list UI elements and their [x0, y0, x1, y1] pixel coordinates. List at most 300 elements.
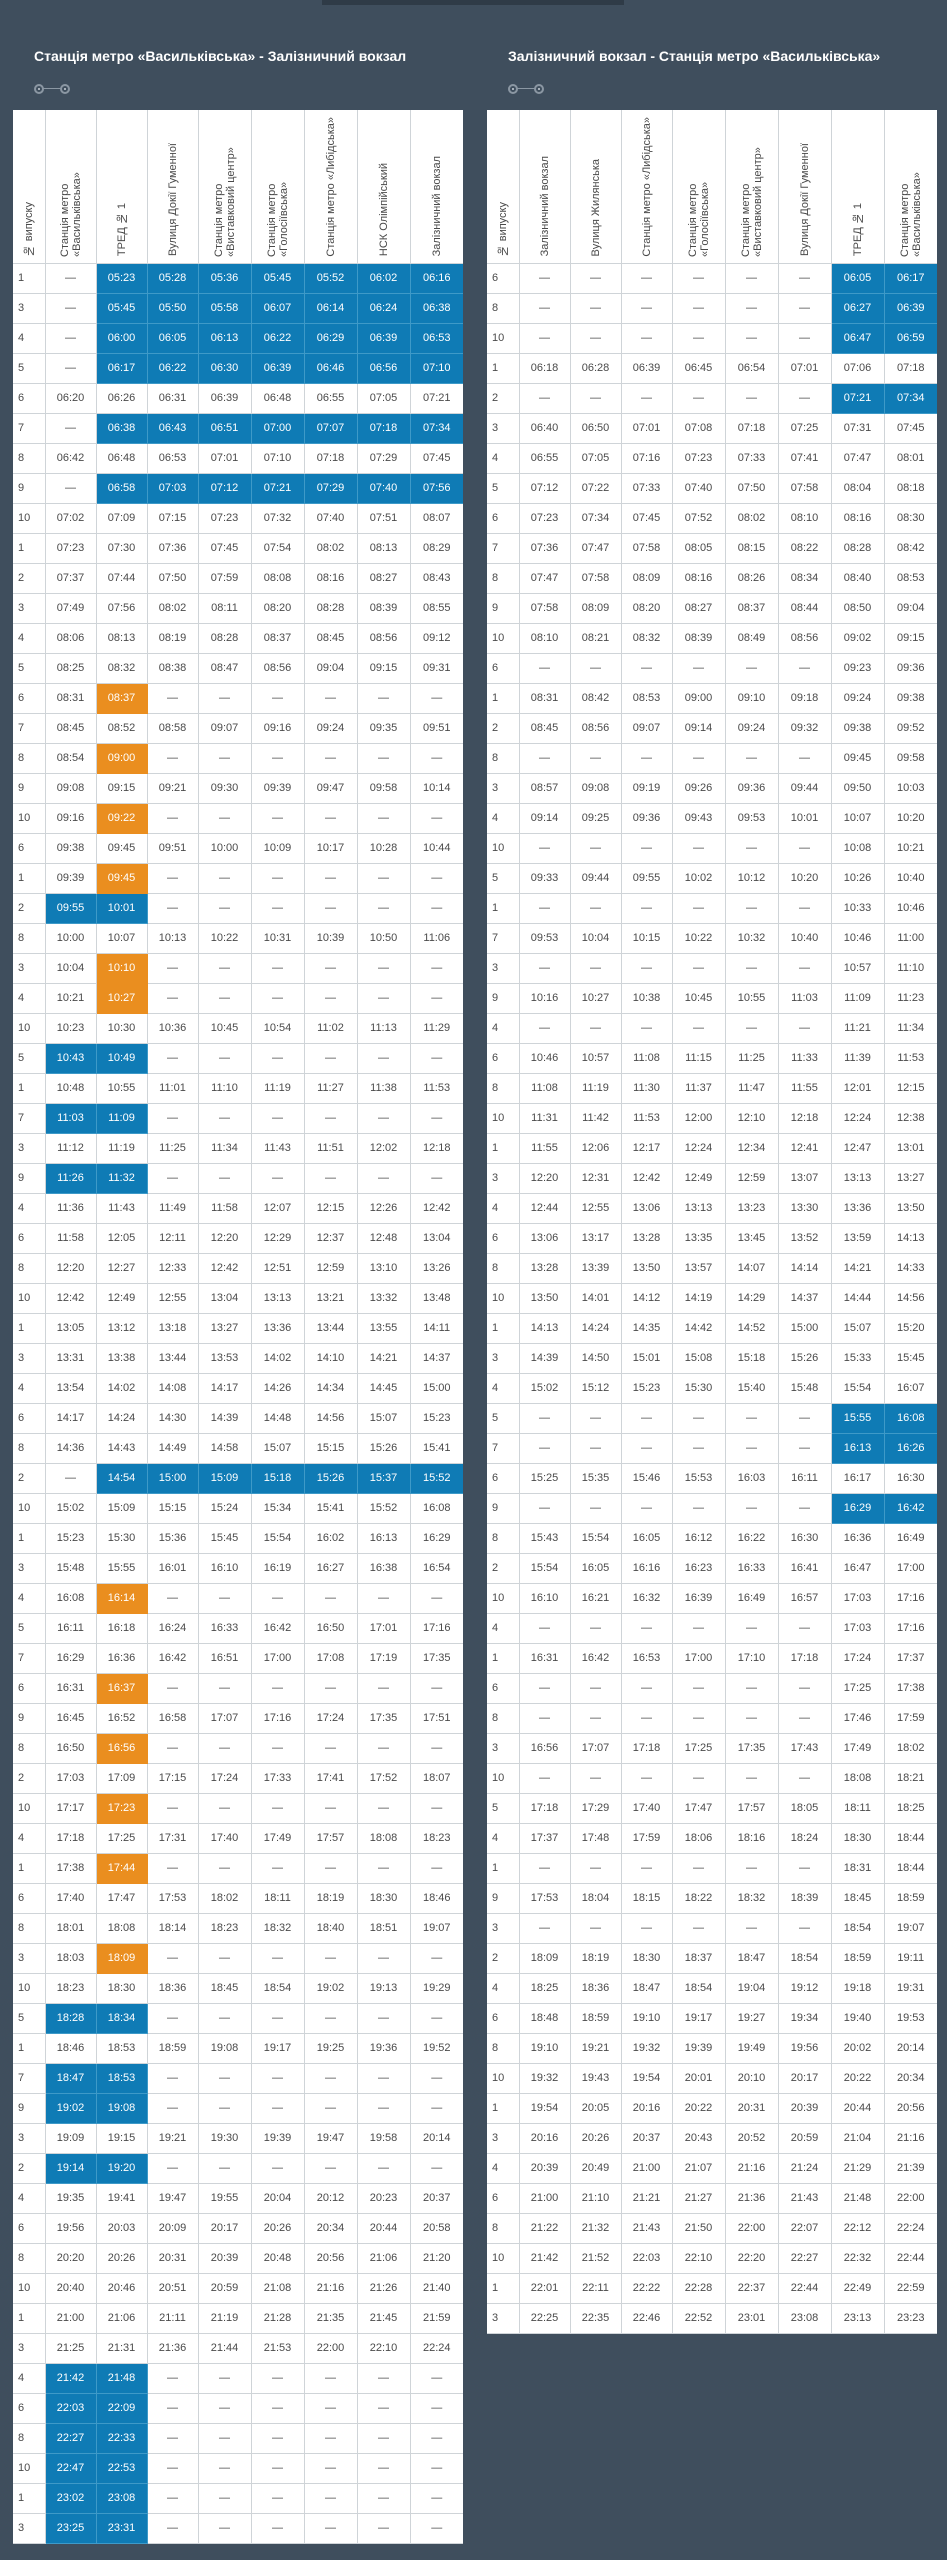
time-cell: 06:13: [198, 323, 251, 353]
time-cell: 06:38: [410, 293, 463, 323]
time-cell: —: [198, 1853, 251, 1883]
time-cell: 19:29: [410, 1973, 463, 2003]
time-cell: 22:11: [570, 2273, 621, 2303]
time-cell: —: [672, 1403, 725, 1433]
time-cell: 17:40: [45, 1883, 96, 1913]
run-number-cell: 3: [487, 1163, 519, 1193]
time-cell: 12:15: [884, 1073, 937, 1103]
time-cell: 18:47: [45, 2063, 96, 2093]
run-number-cell: 3: [487, 1913, 519, 1943]
time-cell: 16:52: [96, 1703, 147, 1733]
time-cell: 11:53: [621, 1103, 672, 1133]
time-cell: 10:38: [621, 983, 672, 1013]
time-cell: 12:01: [831, 1073, 884, 1103]
time-cell: 14:56: [304, 1403, 357, 1433]
time-cell: —: [672, 953, 725, 983]
time-cell: 15:23: [621, 1373, 672, 1403]
time-cell: 19:36: [357, 2033, 410, 2063]
time-cell: 07:58: [778, 473, 831, 503]
time-cell: 15:54: [570, 1523, 621, 1553]
time-cell: 16:10: [519, 1583, 570, 1613]
time-cell: —: [410, 2003, 463, 2033]
time-cell: —: [147, 2363, 198, 2393]
time-cell: 08:16: [831, 503, 884, 533]
time-cell: 11:55: [778, 1073, 831, 1103]
time-cell: 18:46: [45, 2033, 96, 2063]
time-cell: 07:01: [198, 443, 251, 473]
time-cell: —: [357, 953, 410, 983]
run-number-cell: 6: [487, 1223, 519, 1253]
time-cell: —: [570, 1763, 621, 1793]
run-number-cell: 8: [487, 293, 519, 323]
time-cell: 09:45: [96, 863, 147, 893]
time-cell: 22:25: [519, 2303, 570, 2333]
time-cell: —: [519, 1613, 570, 1643]
table-row: [13, 1073, 463, 1103]
time-cell: 16:18: [96, 1613, 147, 1643]
table-row: [487, 1313, 937, 1343]
time-cell: —: [725, 893, 778, 923]
time-cell: 22:00: [304, 2333, 357, 2363]
time-cell: 08:40: [831, 563, 884, 593]
time-cell: —: [198, 803, 251, 833]
time-cell: —: [304, 953, 357, 983]
time-cell: 18:02: [198, 1883, 251, 1913]
time-cell: —: [725, 1913, 778, 1943]
run-number-cell: 10: [487, 833, 519, 863]
time-cell: —: [357, 1793, 410, 1823]
time-cell: 06:39: [357, 323, 410, 353]
run-number-cell: 9: [13, 773, 45, 803]
time-cell: 23:02: [45, 2483, 96, 2513]
time-cell: 10:00: [198, 833, 251, 863]
time-cell: 19:10: [621, 2003, 672, 2033]
time-cell: 08:52: [96, 713, 147, 743]
time-cell: —: [725, 743, 778, 773]
time-cell: 15:15: [304, 1433, 357, 1463]
time-cell: —: [621, 893, 672, 923]
time-cell: 19:20: [96, 2153, 147, 2183]
time-cell: 17:57: [304, 1823, 357, 1853]
time-cell: 21:00: [519, 2183, 570, 2213]
time-cell: 14:56: [884, 1283, 937, 1313]
column-header: [357, 110, 410, 263]
time-cell: 16:37: [96, 1673, 147, 1703]
time-cell: 19:14: [45, 2153, 96, 2183]
time-cell: 05:36: [198, 263, 251, 293]
time-cell: 16:13: [831, 1433, 884, 1463]
time-cell: 20:10: [725, 2063, 778, 2093]
time-cell: 10:21: [884, 833, 937, 863]
time-cell: 07:34: [410, 413, 463, 443]
time-cell: 17:59: [884, 1703, 937, 1733]
time-cell: 06:38: [96, 413, 147, 443]
time-cell: 11:53: [410, 1073, 463, 1103]
time-cell: 14:08: [147, 1373, 198, 1403]
time-cell: 22:27: [778, 2243, 831, 2273]
time-cell: 06:39: [884, 293, 937, 323]
time-cell: —: [778, 1853, 831, 1883]
time-cell: 14:01: [570, 1283, 621, 1313]
scroll-slider[interactable]: [34, 83, 70, 95]
table-row: [487, 1403, 937, 1433]
table-row: [13, 623, 463, 653]
time-cell: —: [147, 983, 198, 1013]
time-cell: 17:25: [672, 1733, 725, 1763]
time-cell: 15:18: [725, 1343, 778, 1373]
time-cell: 09:30: [198, 773, 251, 803]
time-cell: 10:01: [96, 893, 147, 923]
time-cell: 08:28: [831, 533, 884, 563]
run-number-cell: 7: [13, 713, 45, 743]
run-number-cell: 8: [13, 2243, 45, 2273]
time-cell: —: [147, 953, 198, 983]
time-cell: 18:19: [304, 1883, 357, 1913]
time-cell: —: [725, 653, 778, 683]
time-cell: 06:39: [621, 353, 672, 383]
column-header-label: Станція метро «Васильківська»: [898, 171, 923, 257]
time-cell: 06:56: [357, 353, 410, 383]
time-cell: 11:32: [96, 1163, 147, 1193]
time-cell: —: [672, 893, 725, 923]
time-cell: 06:51: [198, 413, 251, 443]
time-cell: 12:34: [725, 1133, 778, 1163]
run-number-cell: 6: [13, 833, 45, 863]
time-cell: —: [198, 893, 251, 923]
time-cell: 18:02: [884, 1733, 937, 1763]
run-number-cell: 6: [13, 1223, 45, 1253]
time-cell: 10:20: [778, 863, 831, 893]
table-row: [487, 2213, 937, 2243]
time-cell: 21:43: [621, 2213, 672, 2243]
time-cell: 07:23: [672, 443, 725, 473]
time-cell: 17:35: [357, 1703, 410, 1733]
time-cell: —: [304, 983, 357, 1013]
time-cell: 11:25: [147, 1133, 198, 1163]
time-cell: 17:15: [147, 1763, 198, 1793]
table-row: [13, 683, 463, 713]
time-cell: 13:31: [45, 1343, 96, 1373]
scroll-slider[interactable]: [508, 83, 544, 95]
time-cell: 11:55: [519, 1133, 570, 1163]
time-cell: —: [410, 2063, 463, 2093]
time-cell: 22:46: [621, 2303, 672, 2333]
time-cell: —: [410, 1163, 463, 1193]
time-cell: 12:00: [672, 1103, 725, 1133]
time-cell: 09:44: [570, 863, 621, 893]
time-cell: 08:02: [725, 503, 778, 533]
time-cell: 08:32: [96, 653, 147, 683]
time-cell: 08:42: [570, 683, 621, 713]
time-cell: —: [357, 803, 410, 833]
time-cell: 09:16: [251, 713, 304, 743]
time-cell: 19:54: [621, 2063, 672, 2093]
column-header: [251, 110, 304, 263]
time-cell: —: [778, 653, 831, 683]
time-cell: —: [570, 1403, 621, 1433]
time-cell: —: [357, 2153, 410, 2183]
time-cell: 17:40: [198, 1823, 251, 1853]
time-cell: 08:58: [147, 713, 198, 743]
time-cell: 09:55: [45, 893, 96, 923]
time-cell: 18:05: [778, 1793, 831, 1823]
time-cell: 19:30: [198, 2123, 251, 2153]
time-cell: 22:32: [831, 2243, 884, 2273]
time-cell: 13:07: [778, 1163, 831, 1193]
run-number-cell: 8: [487, 1253, 519, 1283]
table-row: [487, 1823, 937, 1853]
time-cell: 17:00: [884, 1553, 937, 1583]
time-cell: —: [725, 263, 778, 293]
time-cell: 15:07: [357, 1403, 410, 1433]
time-cell: —: [621, 953, 672, 983]
table-row: [13, 1583, 463, 1613]
time-cell: 11:00: [884, 923, 937, 953]
table-row: [487, 1283, 937, 1313]
slider-handle-icon[interactable]: [534, 84, 544, 94]
time-cell: 12:02: [357, 1133, 410, 1163]
time-cell: 17:25: [96, 1823, 147, 1853]
time-cell: 09:36: [725, 773, 778, 803]
time-cell: —: [621, 1013, 672, 1043]
time-cell: 09:53: [725, 803, 778, 833]
time-cell: —: [45, 353, 96, 383]
run-number-cell: 2: [487, 713, 519, 743]
time-cell: 22:47: [45, 2453, 96, 2483]
time-cell: —: [45, 263, 96, 293]
table-row: [13, 1703, 463, 1733]
run-number-cell: 9: [13, 1703, 45, 1733]
time-cell: 12:18: [410, 1133, 463, 1163]
time-cell: 12:20: [198, 1223, 251, 1253]
time-cell: 08:47: [198, 653, 251, 683]
run-number-cell: 3: [487, 953, 519, 983]
time-cell: 11:36: [45, 1193, 96, 1223]
time-cell: 12:55: [570, 1193, 621, 1223]
time-cell: —: [304, 2063, 357, 2093]
time-cell: —: [410, 2483, 463, 2513]
panel-header: [13, 27, 463, 110]
time-cell: 07:58: [519, 593, 570, 623]
time-cell: 18:11: [251, 1883, 304, 1913]
time-cell: 06:42: [45, 443, 96, 473]
time-cell: 12:24: [672, 1133, 725, 1163]
time-cell: —: [519, 1403, 570, 1433]
table-row: [13, 1103, 463, 1133]
time-cell: 08:21: [570, 623, 621, 653]
run-number-cell: 6: [13, 2393, 45, 2423]
table-row: [487, 1583, 937, 1613]
time-cell: —: [672, 1493, 725, 1523]
time-cell: —: [304, 683, 357, 713]
table-row: [487, 1613, 937, 1643]
column-header-label: ТРЕД № 1: [115, 203, 128, 257]
run-number-cell: 10: [487, 2063, 519, 2093]
time-cell: —: [621, 1703, 672, 1733]
time-cell: 14:21: [357, 1343, 410, 1373]
time-cell: 16:29: [831, 1493, 884, 1523]
table-row: [487, 2183, 937, 2213]
table-row: [487, 623, 937, 653]
time-cell: 08:02: [304, 533, 357, 563]
time-cell: 18:59: [831, 1943, 884, 1973]
time-cell: 12:20: [45, 1253, 96, 1283]
table-row: [487, 1853, 937, 1883]
time-cell: 09:07: [621, 713, 672, 743]
time-cell: 07:59: [198, 563, 251, 593]
table-row: [487, 473, 937, 503]
time-cell: —: [304, 2003, 357, 2033]
time-cell: —: [778, 1913, 831, 1943]
time-cell: 10:21: [45, 983, 96, 1013]
run-number-cell: 4: [13, 2183, 45, 2213]
time-cell: 14:58: [198, 1433, 251, 1463]
run-number-cell: 1: [13, 2483, 45, 2513]
time-cell: 20:26: [251, 2213, 304, 2243]
time-cell: —: [304, 803, 357, 833]
time-cell: 08:29: [410, 533, 463, 563]
time-cell: 21:04: [831, 2123, 884, 2153]
run-number-cell: 10: [487, 623, 519, 653]
time-cell: —: [147, 2093, 198, 2123]
run-number-cell: 3: [487, 2123, 519, 2153]
time-cell: 16:24: [147, 1613, 198, 1643]
time-cell: 06:47: [831, 323, 884, 353]
time-cell: 07:12: [519, 473, 570, 503]
time-cell: 06:31: [147, 383, 198, 413]
time-cell: 06:54: [725, 353, 778, 383]
time-cell: 08:39: [672, 623, 725, 653]
time-cell: 17:07: [570, 1733, 621, 1763]
time-cell: —: [410, 803, 463, 833]
time-cell: 15:43: [519, 1523, 570, 1553]
time-cell: 08:18: [884, 473, 937, 503]
run-number-cell: 1: [13, 1073, 45, 1103]
time-cell: 20:09: [147, 2213, 198, 2243]
time-cell: —: [304, 1583, 357, 1613]
time-cell: 23:01: [725, 2303, 778, 2333]
time-cell: 22:01: [519, 2273, 570, 2303]
time-cell: 12:42: [45, 1283, 96, 1313]
time-cell: 09:15: [357, 653, 410, 683]
time-cell: 16:49: [725, 1583, 778, 1613]
time-cell: —: [410, 683, 463, 713]
time-cell: —: [304, 2153, 357, 2183]
time-cell: —: [519, 1763, 570, 1793]
time-cell: 08:13: [357, 533, 410, 563]
time-cell: 17:37: [519, 1823, 570, 1853]
table-row: [487, 353, 937, 383]
time-cell: 19:21: [570, 2033, 621, 2063]
time-cell: 18:59: [570, 2003, 621, 2033]
time-cell: 16:03: [725, 1463, 778, 1493]
run-number-cell: 1: [487, 2273, 519, 2303]
time-cell: —: [778, 1613, 831, 1643]
slider-handle-icon[interactable]: [508, 84, 518, 94]
time-cell: —: [251, 863, 304, 893]
column-header: [410, 110, 463, 263]
run-number-cell: 10: [487, 2243, 519, 2273]
time-cell: 18:36: [147, 1973, 198, 2003]
time-cell: 07:31: [831, 413, 884, 443]
time-cell: 06:58: [96, 473, 147, 503]
time-cell: 15:09: [198, 1463, 251, 1493]
time-cell: 17:18: [519, 1793, 570, 1823]
time-cell: 19:15: [96, 2123, 147, 2153]
time-cell: 11:23: [884, 983, 937, 1013]
time-cell: —: [147, 1103, 198, 1133]
time-cell: 17:41: [304, 1763, 357, 1793]
time-cell: —: [621, 1403, 672, 1433]
table-row: [487, 923, 937, 953]
time-cell: 18:09: [519, 1943, 570, 1973]
run-number-cell: 1: [487, 1133, 519, 1163]
column-header: [13, 110, 45, 263]
time-cell: —: [778, 743, 831, 773]
run-number-cell: 2: [13, 563, 45, 593]
time-cell: 12:59: [304, 1253, 357, 1283]
time-cell: 10:23: [45, 1013, 96, 1043]
run-number-cell: 10: [13, 803, 45, 833]
time-cell: 07:05: [357, 383, 410, 413]
time-cell: —: [410, 1043, 463, 1073]
time-cell: 13:55: [357, 1313, 410, 1343]
time-cell: 16:13: [357, 1523, 410, 1553]
time-cell: 12:42: [410, 1193, 463, 1223]
time-cell: —: [147, 803, 198, 833]
time-cell: 16:30: [778, 1523, 831, 1553]
time-cell: 06:22: [251, 323, 304, 353]
time-cell: 18:14: [147, 1913, 198, 1943]
time-cell: 09:43: [672, 803, 725, 833]
column-header-label: Вулиця Жилянська: [589, 158, 602, 257]
time-cell: 16:22: [725, 1523, 778, 1553]
time-cell: —: [198, 2393, 251, 2423]
run-number-cell: 4: [13, 323, 45, 353]
run-number-cell: 4: [13, 983, 45, 1013]
run-number-cell: 9: [487, 1883, 519, 1913]
time-cell: 06:55: [304, 383, 357, 413]
time-cell: 10:17: [304, 833, 357, 863]
time-cell: —: [672, 263, 725, 293]
time-cell: 14:36: [45, 1433, 96, 1463]
time-cell: —: [304, 2483, 357, 2513]
time-cell: 15:18: [251, 1463, 304, 1493]
time-cell: 07:50: [725, 473, 778, 503]
time-cell: 22:52: [672, 2303, 725, 2333]
time-cell: 07:51: [357, 503, 410, 533]
slider-handle-icon[interactable]: [34, 84, 44, 94]
time-cell: 18:45: [198, 1973, 251, 2003]
table-row: [13, 2483, 463, 2513]
time-cell: 21:36: [725, 2183, 778, 2213]
time-cell: 21:42: [519, 2243, 570, 2273]
table-row: [13, 2243, 463, 2273]
time-cell: 20:56: [304, 2243, 357, 2273]
table-row: [13, 2063, 463, 2093]
run-number-cell: 1: [13, 2033, 45, 2063]
time-cell: 15:26: [304, 1463, 357, 1493]
slider-handle-icon[interactable]: [60, 84, 70, 94]
table-row: [13, 803, 463, 833]
time-cell: 07:01: [778, 353, 831, 383]
time-cell: 07:22: [570, 473, 621, 503]
time-cell: 17:16: [251, 1703, 304, 1733]
time-cell: 16:17: [831, 1463, 884, 1493]
time-cell: —: [147, 893, 198, 923]
time-cell: 10:03: [884, 773, 937, 803]
time-cell: 11:58: [198, 1193, 251, 1223]
